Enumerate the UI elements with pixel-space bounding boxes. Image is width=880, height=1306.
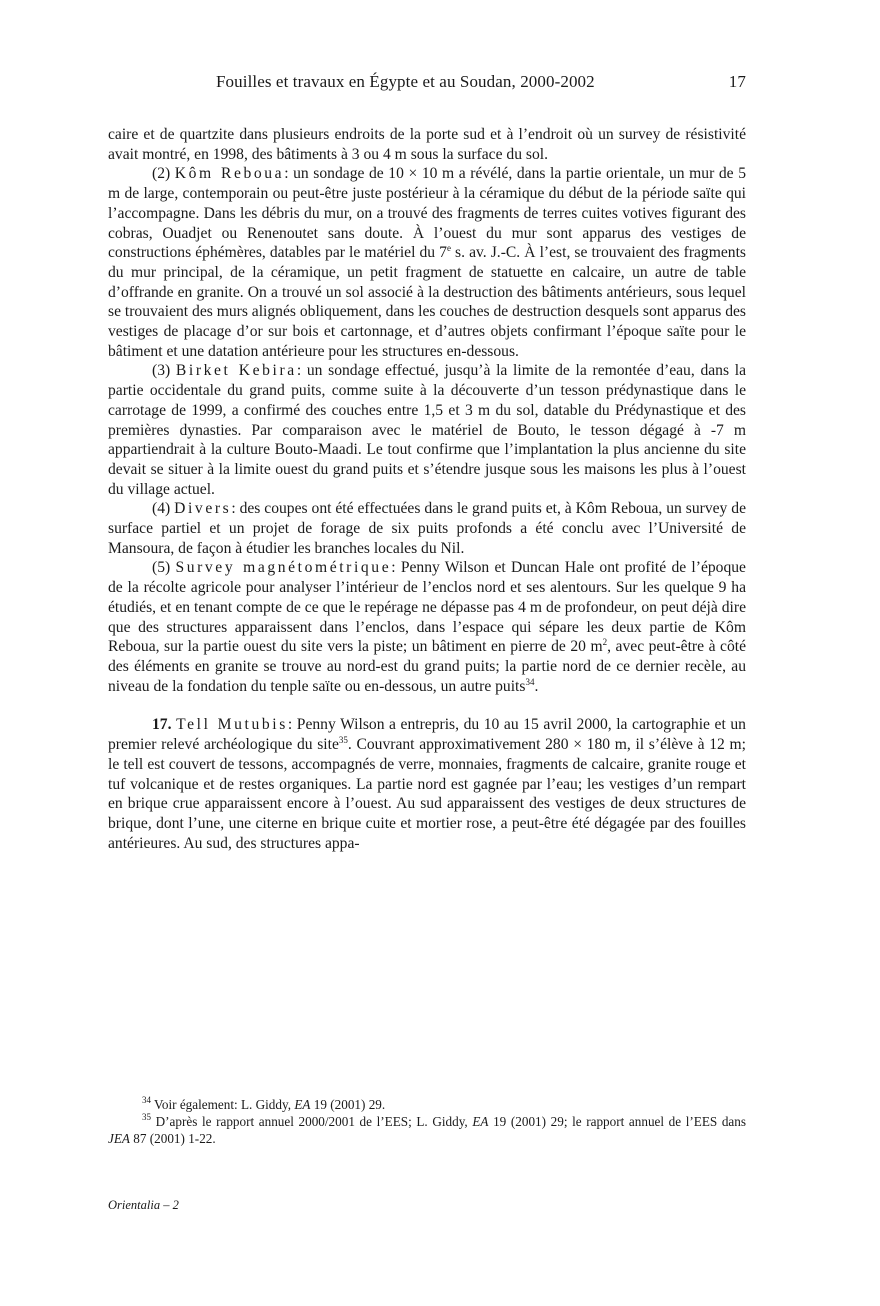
footnote-text: D’après le rapport annuel 2000/2001 de l’EES; L. Giddy, bbox=[151, 1114, 473, 1129]
paragraph-continuation: caire et de quartzite dans plusieurs endroits de la porte sud et à l’endroit où un survey de résistivité avait montré, en 1998, des bâtiments à 3 ou 4 m sous la surface du sol. bbox=[108, 126, 746, 163]
journal-abbrev: EA bbox=[472, 1114, 489, 1129]
footnote-35 bbox=[108, 1113, 746, 1147]
superscript: e bbox=[446, 243, 451, 254]
item-number: (5) bbox=[152, 559, 176, 577]
page-number: 17 bbox=[728, 72, 746, 91]
section-heading: Divers bbox=[174, 500, 232, 518]
paragraph-text: . Couvrant approximativement 280 × 180 m, il s’élève à 12 m; le tell est couvert de tessons, accompagnés de verre, monnaies, fragments de calcaire, granite rouge et tuf volcanique et de restes organiques. La partie nord est gagnée par l’eau; les vestiges d’un rempart en brique crue apparaissent encore à l’ouest. Au sud apparaissent des vestiges de deux structures de brique, dont l’une, une citerne en brique cuite et mortier rose, a peut-être été dégagée par des fouilles antérieures. Au sud, des structures appa- bbox=[108, 736, 746, 852]
section-number: 17. bbox=[152, 716, 172, 734]
footnote-ref[interactable]: 35 bbox=[338, 735, 348, 746]
footnote-number: 34 bbox=[142, 1095, 151, 1105]
footnote-34 bbox=[108, 1096, 746, 1113]
running-title: Fouilles et travaux en Égypte et au Soudan, 2000-2002 bbox=[216, 72, 595, 91]
paragraph-text: , avec peut-être à côté des éléments en granite se trouve au nord-est du grand puits; la partie nord de ce dernier recèle, au niveau de la fondation du tenple saïte ou en-dessous, un autre puits bbox=[108, 638, 746, 695]
running-header bbox=[108, 72, 746, 96]
footnote-number: 35 bbox=[142, 1112, 151, 1122]
paragraph-text: : des coupes ont été effectuées dans le grand puits et, à Kôm Reboua, un survey de surface partiel et un projet de forage de six puits profonds a été conclu avec l’Université de Mansoura, de façon à étudier les branches locales du Nil. bbox=[108, 500, 746, 557]
footnote-text: Voir également: L. Giddy, bbox=[151, 1097, 295, 1112]
item-number: (4) bbox=[152, 500, 175, 518]
section-heading: Birket Kebira bbox=[175, 362, 297, 380]
paragraph-survey bbox=[108, 558, 746, 696]
body-text bbox=[108, 125, 746, 853]
folio-signature: Orientalia – 2 bbox=[108, 1198, 179, 1212]
section-heading: Kôm Reboua bbox=[174, 165, 285, 183]
punctuation: . bbox=[534, 677, 539, 695]
section-heading: Tell Mutubis bbox=[176, 716, 288, 734]
footnote-text: 19 (2001) 29. bbox=[310, 1097, 386, 1112]
footnote-text: 87 (2001) 1-22. bbox=[129, 1131, 216, 1146]
paragraph-text: : un sondage de 10 × 10 m a révélé, dans la partie orientale, un mur de 5 m de large, contemporain ou peut-être juste postérieur à la céramique du début de la période saïte qui l’accompagne. Dans les débris du mur, on a trouvé des fragments de terres cuites votives figurant des cobras, Ouadjet ou Renenoutet sans doute. À l’ouest du mur sont apparus des vestiges de constructions éphémères, datables par le matériel du 7 bbox=[108, 165, 746, 262]
footnotes bbox=[108, 1096, 746, 1147]
journal-abbrev: JEA bbox=[108, 1131, 130, 1146]
journal-abbrev: EA bbox=[294, 1097, 311, 1112]
section-heading: Survey magnétométrique bbox=[175, 559, 392, 577]
item-number: (2) bbox=[152, 165, 175, 183]
superscript: 2 bbox=[602, 637, 608, 648]
paragraph-tell-mutubis bbox=[108, 715, 746, 853]
paragraph-divers bbox=[108, 499, 746, 558]
footnote-ref[interactable]: 34 bbox=[525, 676, 535, 687]
item-number: (3) bbox=[152, 362, 176, 380]
paragraph-text: s. av. J.-C. À l’est, se trouvaient des fragments du mur principal, de la céramique, un petit fragment de statuette en calcaire, un autre de table d’offrande en granite. On a trouvé un sol associé à la destruction des bâtiments antérieurs, sous lequel se trouvaient des murs alignés obliquement, dans les couches de destruction desquels sont apparus des vestiges de placage d’or sur bois et cartonnage, et d’autres objets confirmant l’époque saïte pour le bâtiment et une datation antérieure pour les structures en-dessous. bbox=[108, 244, 746, 360]
paragraph-text: : un sondage effectué, jusqu’à la limite de la remontée d’eau, dans la partie occidentale du grand puits, comme suite à la découverte d’un tesson prédynastique dans le carrotage de 1999, a confirmé des couches entre 1,5 et 3 m du sol, datable du Prédynastique et des premières dynasties. Par comparaison avec le matériel de Bouto, le tesson dégagé à -7 m appartiendrait à la culture Bouto-Maadi. Le tout confirme que l’implantation la plus ancienne du site devait se situer à la limite ouest du grand puits et s’étendre jusque sous les maisons les plus à l’ouest du village actuel. bbox=[108, 362, 746, 498]
footnote-text: 19 (2001) 29; le rapport annuel de l’EES dans bbox=[488, 1114, 746, 1129]
paragraph-text: : Penny Wilson et Duncan Hale ont profité de l’époque de la récolte agricole pour analyser l’intérieur de l’enclos nord et ses alentours. Sur les quelque 9 ha étudiés, et en tenant compte de ce que le repérage ne dépasse pas 4 m de profondeur, on peut déjà dire que des structures apparaissent dans l’enclos, dans l’espace qui sépare les deux partie de Kôm Reboua, sur la partie ouest du site vers la piste; un bâtiment en pierre de 20 m bbox=[108, 559, 746, 656]
paragraph-birket-kebira bbox=[108, 361, 746, 499]
paragraph-kom-reboua bbox=[108, 164, 746, 361]
paragraph-text: : Penny Wilson a entrepris, du 10 au 15 avril 2000, la cartographie et un premier relevé archéologique du site bbox=[108, 716, 746, 754]
